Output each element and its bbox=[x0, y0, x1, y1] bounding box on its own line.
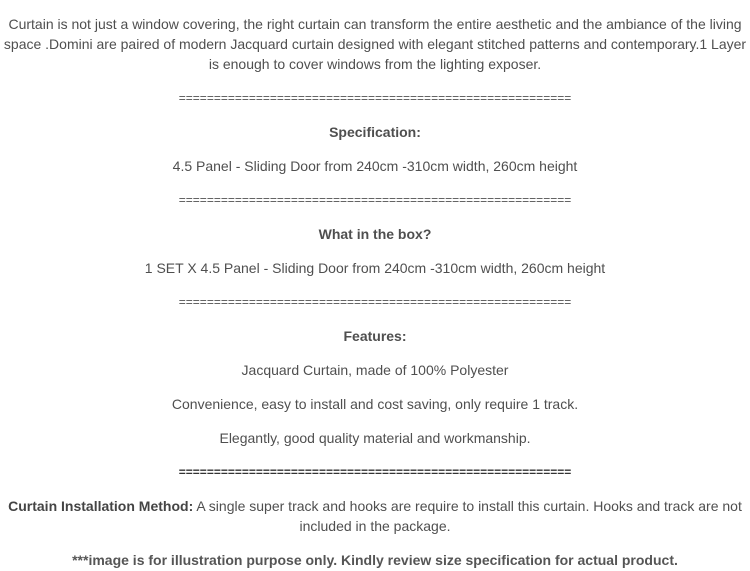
intro-paragraph: Curtain is not just a window covering, the right curtain can transform the entire aesthetic and the ambiance of the living space .Domini are paired of modern Jacquard curtain designed with elegant stitched patterns and contemporary.1 Layer is enough to cover windows from the lighting exposer. bbox=[3, 16, 747, 72]
installation-label: Curtain Installation Method: bbox=[8, 498, 194, 514]
features-heading: Features: bbox=[343, 328, 407, 344]
feature-item: Jacquard Curtain, made of 100% Polyester bbox=[241, 362, 509, 378]
separator-line: ======================================================== bbox=[178, 193, 572, 207]
disclaimer-note: ***image is for illustration purpose only. Kindly review size specification for actual product. bbox=[72, 552, 678, 568]
separator-line: ======================================================== bbox=[178, 295, 572, 309]
separator-line: ======================================================== bbox=[178, 465, 572, 479]
specification-text: 4.5 Panel - Sliding Door from 240cm -310cm width, 260cm height bbox=[172, 158, 578, 174]
installation-text: A single super track and hooks are require to install this curtain. Hooks and track are not included in the package. bbox=[193, 498, 742, 534]
installation-paragraph bbox=[0, 496, 750, 536]
specification-heading: Specification: bbox=[329, 124, 421, 140]
feature-item: Elegantly, good quality material and workmanship. bbox=[219, 430, 531, 446]
feature-item: Convenience, easy to install and cost saving, only require 1 track. bbox=[171, 396, 579, 412]
in-the-box-heading: What in the box? bbox=[318, 226, 432, 242]
separator-line: ======================================================== bbox=[178, 91, 572, 105]
in-the-box-text: 1 SET X 4.5 Panel - Sliding Door from 240cm -310cm width, 260cm height bbox=[144, 260, 606, 276]
